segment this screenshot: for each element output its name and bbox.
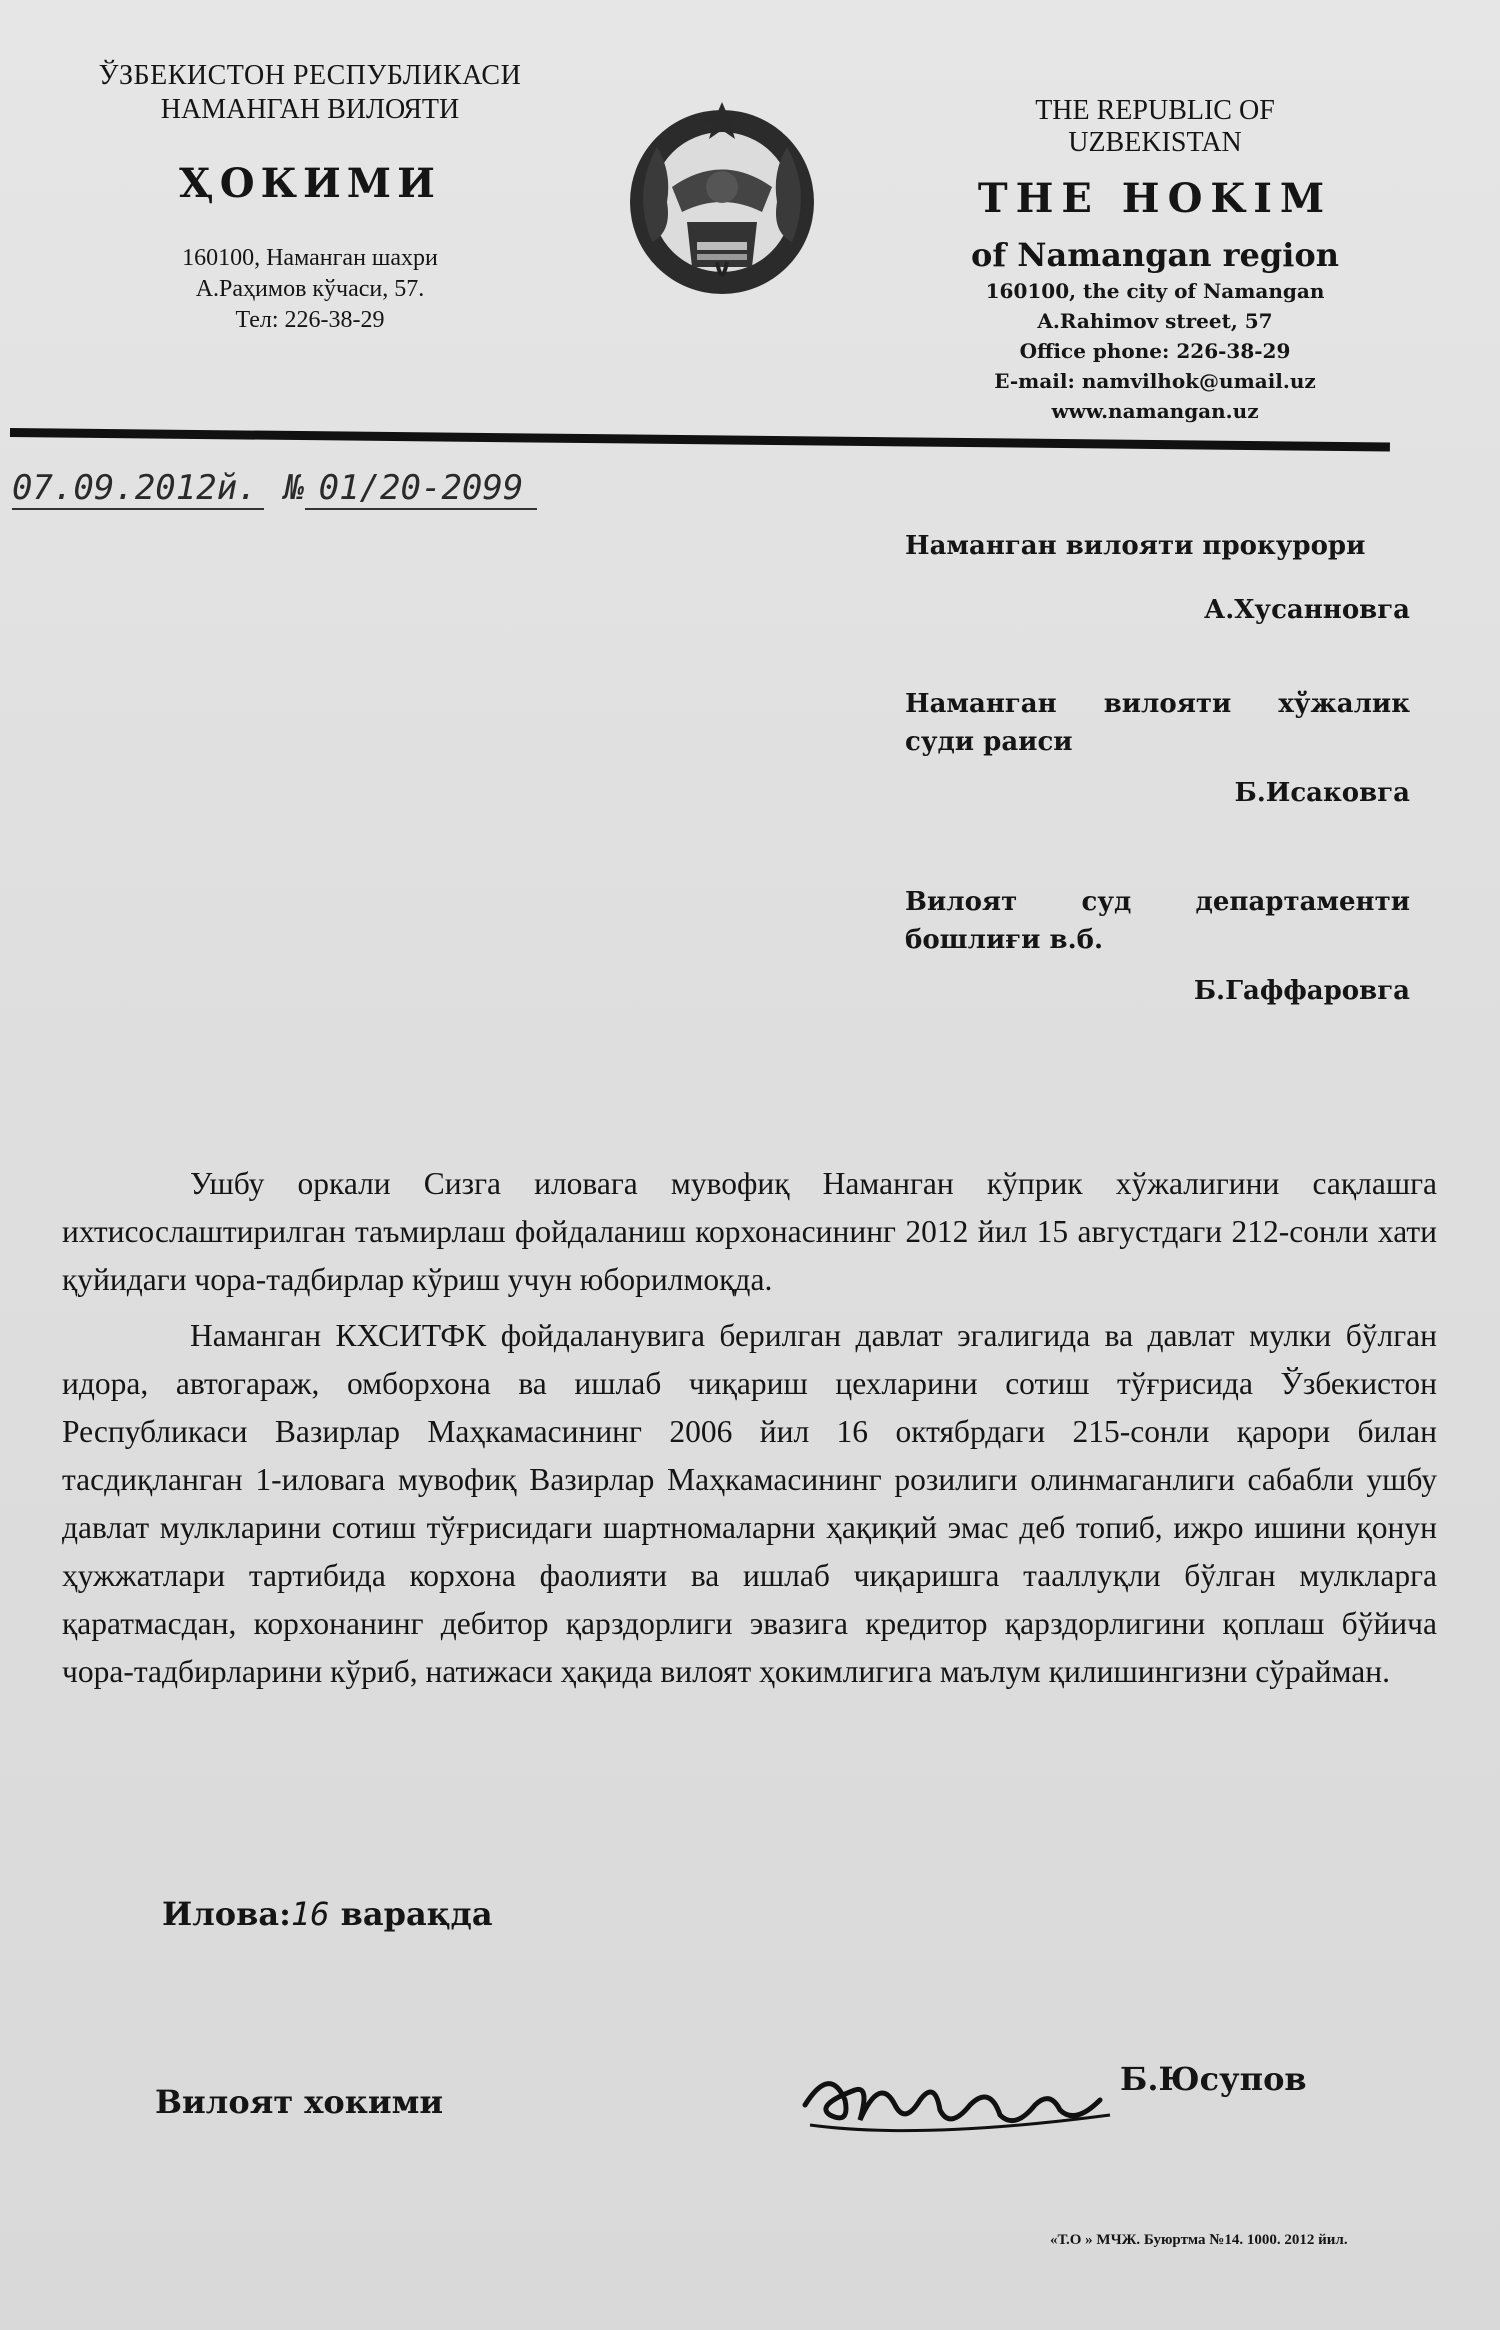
addressee-title: Наманган вилояти хўжалик	[905, 689, 1410, 719]
addressee-title: Наманган вилояти прокурори	[905, 531, 1366, 561]
reference-date	[12, 468, 264, 510]
address-line: 160100, Наманган шахри	[182, 245, 438, 271]
email-line: E-mail: namvilhok@umail.uz	[994, 369, 1316, 393]
addressee-name: А.Хусанновга	[1204, 594, 1410, 625]
header-title-en: THE HOKIM	[977, 175, 1333, 222]
addressee-court-department	[905, 884, 1410, 1011]
phone-line: Тел: 226-38-29	[235, 307, 385, 334]
handwritten-reference	[12, 468, 537, 508]
attachment-note	[162, 1895, 493, 1933]
header-address-en	[920, 276, 1390, 426]
header-country-en-2: UZBEKISTAN	[1068, 127, 1242, 158]
attachment-pages: 16	[290, 1895, 330, 1933]
addressee-title: Вилоят суд департаменти	[905, 887, 1410, 917]
attachment-label: Илова:	[162, 1895, 291, 1933]
reference-number: 01/20-2099	[305, 468, 538, 510]
signature-icon	[800, 2045, 1120, 2155]
address-line: 160100, the city of Namangan	[985, 279, 1325, 303]
header-title-uz: ҲОКИМИ	[179, 160, 441, 207]
addressee-name: Б.Гаффаровга	[1193, 976, 1410, 1007]
header-region-uz: НАМАНГАН ВИЛОЯТИ	[160, 94, 460, 125]
website-line: www.namangan.uz	[1051, 399, 1259, 423]
body-paragraph-1: Ушбу оркали Сизга иловага мувофиқ Наманган кўприк хўжалигини сақлашга ихтисослаштирилган таъмирлаш фойдаланиш корхонасининг 2012 йил 15 августдаги 212-сонли хати қуйидаги чора-тадбирлар кўриш учун юборилмоқда.	[62, 1166, 1437, 1297]
attachment-suffix: варақда	[340, 1895, 493, 1933]
header-address-uz	[60, 243, 560, 337]
addressee-prosecutor	[905, 528, 1410, 629]
header-region-en: of Namangan region	[971, 236, 1339, 274]
header-country-en-1: THE REPUBLIC OF	[1035, 95, 1275, 126]
uzbekistan-emblem-icon	[612, 92, 832, 302]
addressee-name: Б.Исаковга	[1234, 778, 1410, 809]
body-paragraph-2: Наманган КХСИТФК фойдаланувига берилган давлат эгалигида ва давлат мулки бўлган идора, автогараж, омборхона ва ишлаб чиқариш цехларини сотиш тўғрисида Ўзбекистон Республикаси Вазирлар Маҳкамасининг 2006 йил 16 октябрдаги 215-сонли қарори билан тасдиқланган 1-иловага мувофиқ Вазирлар Маҳкамасининг розилиги олинмаганлиги сабабли ушбу давлат мулкларини сотиш тўғрисидаги шартномаларни ҳақиқий эмас деб топиб, ижро ишини қонун ҳужжатлари тартибида корхона фаолияти ва ишлаб чиқаришга тааллуқли бўлган мулкларга қаратмасдан, корхонанинг дебитор қарздорлиги эвазига кредитор қарздорлигини қоплаш бўйича чора-тадбирларини кўриб, натижаси ҳақида вилоят ҳокимлигига маълум қилишингизни сўрайман.	[62, 1318, 1437, 1689]
addressee-title: бошлиғи в.б.	[905, 924, 1104, 955]
header-left	[60, 60, 560, 337]
phone-line: Office phone: 226-38-29	[1019, 339, 1291, 363]
number-sign: №	[284, 468, 305, 508]
header-divider	[10, 428, 1390, 451]
letter-body	[62, 1160, 1437, 1704]
address-line: А.Раҳимов кўчаси, 57.	[195, 276, 425, 303]
addressee-court-chair	[905, 686, 1410, 813]
date-suffix: й.	[216, 468, 258, 508]
addressee-title: суди раиси	[905, 726, 1073, 757]
address-line: A.Rahimov street, 57	[1037, 309, 1273, 333]
date-value: 07.09.2012	[12, 468, 217, 508]
header-country-uz: ЎЗБЕКИСТОН РЕСПУБЛИКАСИ	[98, 60, 522, 91]
print-footer: «Т.О » МЧЖ. Буюртма №14. 1000. 2012 йил.	[1050, 2232, 1348, 2248]
signatory-name: Б.Юсупов	[1120, 2060, 1307, 2098]
header-right	[920, 95, 1390, 426]
signatory-title: Вилоят хокими	[155, 2083, 444, 2121]
